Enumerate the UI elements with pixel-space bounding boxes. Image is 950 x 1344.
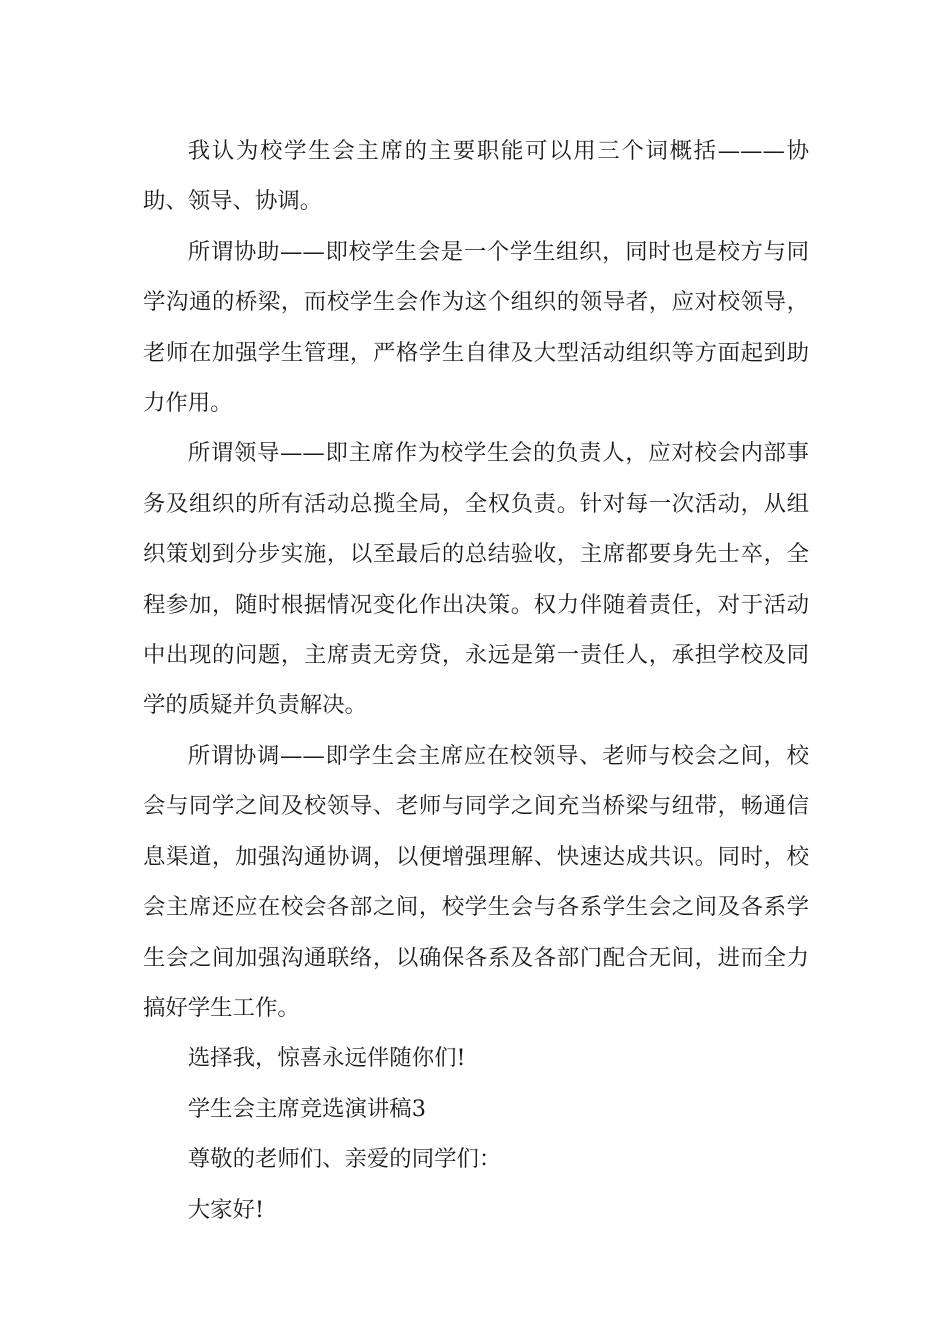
salutation: 尊敬的老师们、亲爱的同学们： — [187, 1146, 502, 1173]
paragraph-closing: 选择我，惊喜永远伴随你们! — [187, 1045, 466, 1072]
paragraph-lead: 所谓领导——即主席作为校学生会的负责人，应对校会内部事务及组织的所有活动总揽全局，全权负责。针对每一次活动，从组织策划到分步实施，以至最后的总结验收，主席都要身先士卒，全程参加，随时根据情况变化作出决策。权力伴随着责任，对于活动中出现的问题，主席责无旁贷，永远是第一责任人，承担学校及同学的质疑并负责解决。 — [143, 440, 809, 719]
paragraph-coordinate: 所谓协调——即学生会主席应在校领导、老师与校会之间，校会与同学之间及校领导、老师与同学之间充当桥梁与纽带，畅通信息渠道，加强沟通协调，以便增强理解、快速达成共识。同时，校会主席还应在校会各部之间，校学生会与各系学生会之间及各系学生会之间加强沟通联络，以确保各系及各部门配合无间，进而全力搞好学生工作。 — [143, 742, 809, 1021]
greeting: 大家好! — [187, 1196, 264, 1223]
speech-title: 学生会主席竞选演讲稿3 — [187, 1095, 426, 1122]
document-body — [143, 126, 809, 1235]
paragraph-role-functions: 我认为校学生会主席的主要职能可以用三个词概括———协助、领导、协调。 — [143, 138, 809, 215]
paragraph-assist: 所谓协助——即校学生会是一个学生组织，同时也是校方与同学沟通的桥梁，而校学生会作为这个组织的领导者，应对校领导，老师在加强学生管理，严格学生自律及大型活动组织等方面起到助力作用。 — [143, 238, 809, 417]
